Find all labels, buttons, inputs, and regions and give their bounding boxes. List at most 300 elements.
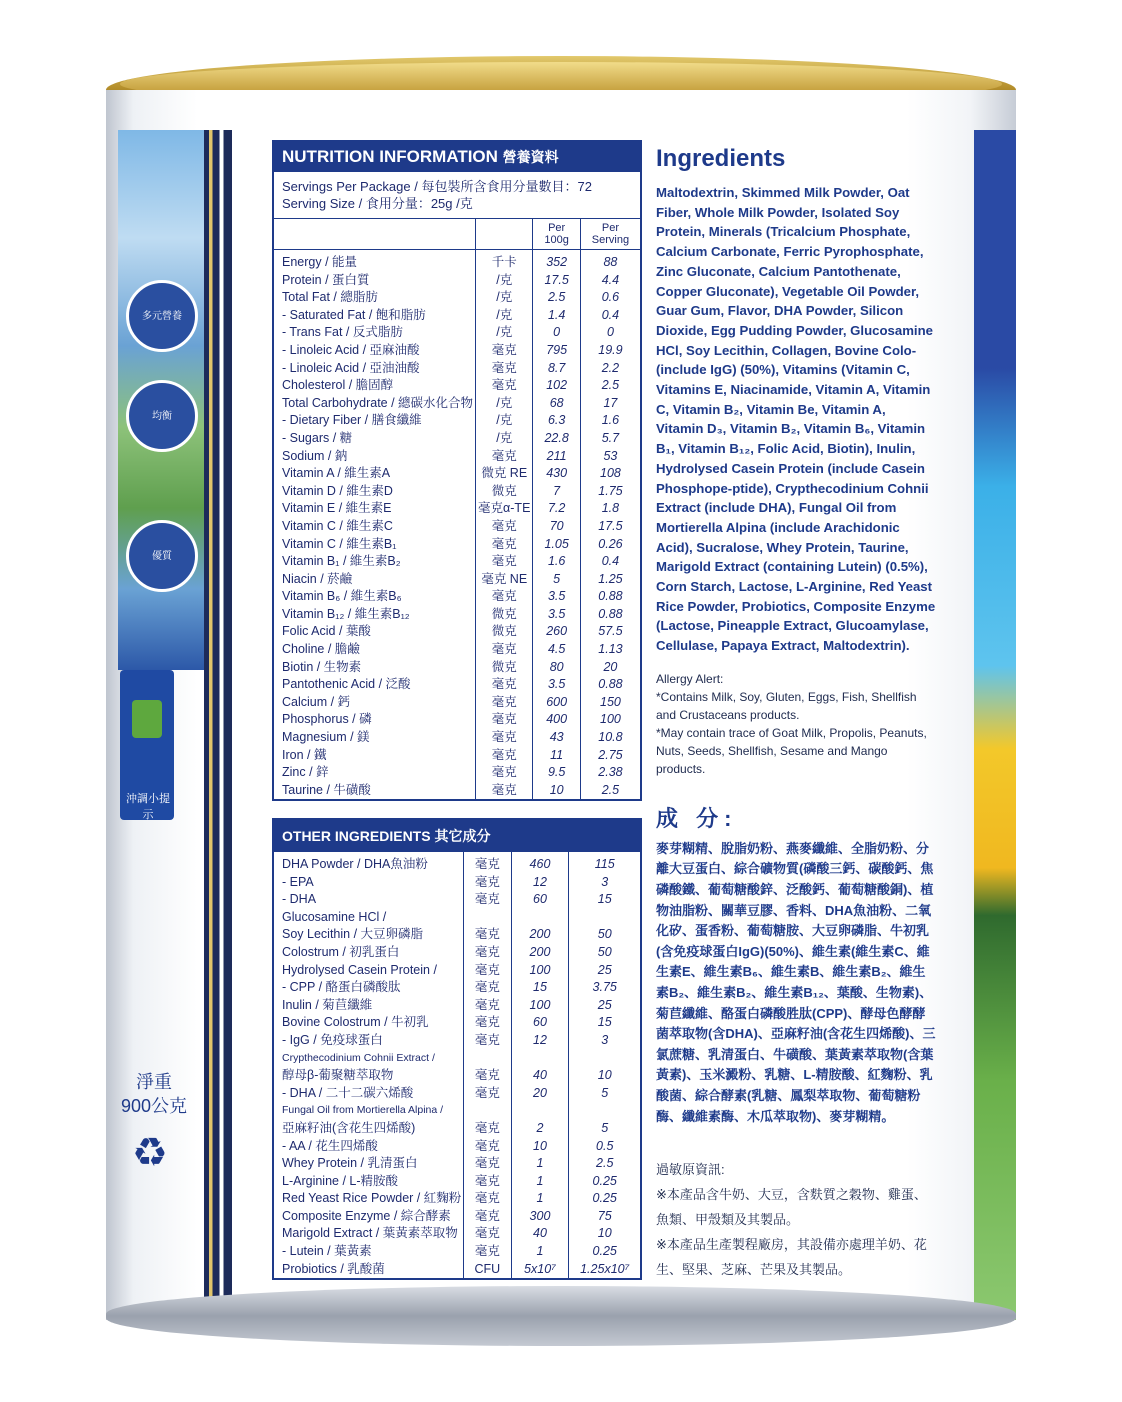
table-row	[274, 747, 640, 765]
row-label: Cholesterol / 膽固醇	[282, 378, 394, 393]
row-unit	[464, 1102, 511, 1120]
table-row	[274, 852, 640, 874]
row-label: Glucosamine HCl /	[282, 909, 387, 924]
row-label: Vitamin B₁ / 維生素B₂	[282, 554, 401, 569]
row-per-serving	[569, 1102, 640, 1120]
table-row	[274, 909, 640, 927]
row-label: Pantothenic Acid / 泛酸	[282, 677, 411, 692]
table-row	[274, 1243, 640, 1261]
row-per-100g: 15	[511, 979, 569, 997]
serving-size: Serving Size / 食用分量：25g /克	[282, 196, 473, 211]
row-label: Vitamin E / 維生素E	[282, 501, 392, 516]
row-per-100g: 20	[511, 1085, 569, 1103]
table-row	[274, 782, 640, 800]
nutrition-title-zh: 營養資料	[502, 149, 559, 165]
row-per-100g: 40	[511, 1067, 569, 1085]
row-per-100g: 1.4	[533, 307, 580, 325]
table-row	[274, 1067, 640, 1085]
row-per-100g: 100	[511, 962, 569, 980]
table-row	[274, 1050, 640, 1068]
table-row	[274, 465, 640, 483]
table-row	[274, 764, 640, 782]
table-row	[274, 874, 640, 892]
row-per-serving: 2.5	[580, 782, 640, 800]
row-unit: 毫克	[476, 747, 533, 765]
row-unit: 毫克	[464, 891, 511, 909]
row-label: Protein / 蛋白質	[282, 272, 370, 287]
table-row	[274, 342, 640, 360]
row-per-serving: 0.6	[580, 289, 640, 307]
table-row	[274, 962, 640, 980]
table-row	[274, 307, 640, 325]
row-unit: 微克	[476, 483, 533, 501]
table-row	[274, 694, 640, 712]
table-row	[274, 553, 640, 571]
row-per-serving: 0.88	[580, 676, 640, 694]
row-label: Phosphorus / 磷	[282, 712, 372, 727]
ingredients-zh-title: 成 分:	[656, 805, 738, 831]
row-per-serving: 0.88	[580, 606, 640, 624]
table-row	[274, 1225, 640, 1243]
row-unit: 毫克	[464, 1120, 511, 1138]
row-unit: 毫克	[476, 782, 533, 800]
row-unit: 毫克	[464, 926, 511, 944]
row-label: Total Carbohydrate / 總碳水化合物	[282, 395, 474, 410]
row-per-100g: 0	[533, 324, 580, 342]
row-unit: 微克 RE	[476, 465, 533, 483]
row-unit: 毫克	[476, 694, 533, 712]
table-row	[274, 483, 640, 501]
row-per-100g: 1	[511, 1173, 569, 1191]
row-unit: 毫克	[476, 676, 533, 694]
row-per-100g: 11	[533, 747, 580, 765]
table-row	[274, 1190, 640, 1208]
row-label: Inulin / 菊苣纖維	[282, 997, 373, 1012]
row-per-serving: 1.75	[580, 483, 640, 501]
allergy-zh-title: 過敏原資訊:	[656, 1162, 725, 1178]
table-row	[274, 324, 640, 342]
row-per-100g: 1	[511, 1155, 569, 1173]
row-label: Sodium / 鈉	[282, 448, 348, 463]
row-label: Vitamin D / 維生素D	[282, 483, 393, 498]
row-unit: 毫克	[476, 764, 533, 782]
row-unit: 微克	[476, 659, 533, 677]
allergy-zh-line-1: ※本產品含牛奶、大豆，含麩質之穀物、雞蛋、魚類、甲殼類及其製品。	[656, 1187, 927, 1228]
row-unit: 微克	[476, 623, 533, 641]
row-per-100g: 3.5	[533, 606, 580, 624]
row-label: Energy / 能量	[282, 255, 358, 269]
row-per-100g: 60	[511, 1014, 569, 1032]
row-per-100g: 70	[533, 518, 580, 536]
row-label: - AA / 花生四烯酸	[282, 1138, 378, 1153]
row-unit: 毫克	[464, 962, 511, 980]
row-per-100g: 100	[511, 997, 569, 1015]
row-unit: 毫克	[476, 553, 533, 571]
other-header	[274, 820, 640, 852]
row-label: 醇母β-葡聚糖萃取物	[282, 1068, 394, 1083]
net-weight-value: 900公克	[120, 1096, 188, 1116]
row-label: Fungal Oil from Mortierella Alpina /	[282, 1104, 444, 1117]
row-per-serving: 0.4	[580, 553, 640, 571]
row-label: Total Fat / 總脂肪	[282, 290, 378, 305]
row-unit: 毫克	[464, 1190, 511, 1208]
row-unit: 毫克	[476, 711, 533, 729]
row-per-100g	[511, 1102, 569, 1120]
row-label: Iron / 鐵	[282, 747, 327, 762]
other-grid	[274, 852, 640, 1278]
bottom-rim	[106, 1286, 1016, 1346]
row-label: Whey Protein / 乳清蛋白	[282, 1156, 418, 1171]
balance-icon	[126, 380, 198, 452]
col-per-100g: Per 100g	[533, 219, 580, 250]
row-per-serving: 2.5	[569, 1155, 640, 1173]
row-unit: 毫克	[476, 360, 533, 378]
table-row	[274, 448, 640, 466]
nutrition-title: NUTRITION INFORMATION	[282, 147, 498, 166]
col-per-serving: Per Serving	[580, 219, 640, 250]
allergy-line-1: *Contains Milk, Soy, Gluten, Eggs, Fish, Shellfish and Crustaceans products.	[656, 689, 917, 722]
row-per-serving: 25	[569, 962, 640, 980]
row-unit: 微克	[476, 606, 533, 624]
preparation-tip	[120, 670, 174, 820]
row-per-100g: 352	[533, 250, 580, 272]
row-per-100g: 7.2	[533, 500, 580, 518]
row-label: Soy Lecithin / 大豆卵磷脂	[282, 927, 424, 942]
row-label: Hydrolysed Casein Protein /	[282, 962, 437, 977]
row-unit: /克	[476, 430, 533, 448]
row-per-100g	[511, 909, 569, 927]
badge-label-1: 多元營養	[142, 311, 182, 322]
row-label: Vitamin A / 維生素A	[282, 466, 391, 481]
other-ingredients-table	[272, 818, 642, 1280]
row-per-serving: 5.7	[580, 430, 640, 448]
row-per-serving: 2.38	[580, 764, 640, 782]
nutrition-table	[272, 140, 642, 801]
row-label: Calcium / 鈣	[282, 694, 351, 709]
row-unit: /克	[476, 289, 533, 307]
row-per-100g: 10	[533, 782, 580, 800]
row-per-serving: 57.5	[580, 623, 640, 641]
row-per-100g: 300	[511, 1208, 569, 1226]
tip-label: 沖調小提示	[126, 793, 170, 821]
row-per-100g: 7	[533, 483, 580, 501]
row-per-serving: 0.4	[580, 307, 640, 325]
row-label: Crypthecodinium Cohnii Extract /	[282, 1051, 435, 1064]
table-row	[274, 412, 640, 430]
cow-icon	[126, 520, 198, 592]
row-per-serving: 19.9	[580, 342, 640, 360]
row-label: - Linoleic Acid / 亞麻油酸	[282, 342, 420, 357]
row-per-serving: 150	[580, 694, 640, 712]
row-per-serving	[569, 1050, 640, 1068]
row-label: Niacin / 菸鹼	[282, 571, 353, 586]
row-unit: 毫克	[464, 874, 511, 892]
table-row	[274, 944, 640, 962]
table-row	[274, 1261, 640, 1279]
row-per-serving: 75	[569, 1208, 640, 1226]
right-side-artwork	[974, 130, 1016, 1320]
allergy-zh	[656, 1157, 936, 1282]
row-unit: CFU	[464, 1261, 511, 1279]
row-per-serving: 1.8	[580, 500, 640, 518]
table-row	[274, 1138, 640, 1156]
allergy-line-2: *May contain trace of Goat Milk, Propolis, Peanuts, Nuts, Seeds, Shellfish, Sesame and Mango products.	[656, 725, 927, 776]
table-row	[274, 500, 640, 518]
row-unit: 毫克	[464, 944, 511, 962]
row-label: Composite Enzyme / 綜合酵素	[282, 1208, 451, 1223]
row-per-100g: 200	[511, 944, 569, 962]
table-row	[274, 659, 640, 677]
row-unit: 毫克α-TE	[476, 500, 533, 518]
row-label: - Linoleic Acid / 亞油油酸	[282, 360, 420, 375]
nutrition-grid	[274, 219, 640, 799]
servings-per-package: Servings Per Package / 每包裝所含食用分量數目：72	[282, 179, 592, 194]
row-unit: 毫克	[464, 1173, 511, 1191]
row-per-serving: 2.5	[580, 377, 640, 395]
row-per-serving: 2.75	[580, 747, 640, 765]
row-unit: 毫克	[476, 641, 533, 659]
allergy-alert	[656, 670, 936, 778]
row-label: - Lutein / 葉黃素	[282, 1244, 372, 1259]
allergy-zh-line-2: ※本產品生產製程廠房，其設備亦處理羊奶、花生、堅果、芝麻、芒果及其製品。	[656, 1237, 927, 1278]
row-label: Vitamin C / 維生素C	[282, 518, 393, 533]
table-row	[274, 641, 640, 659]
row-per-serving: 0.25	[569, 1243, 640, 1261]
table-row	[274, 1155, 640, 1173]
row-per-100g: 22.8	[533, 430, 580, 448]
badge-label-2: 均衡	[152, 411, 172, 422]
row-label: Marigold Extract / 葉黃素萃取物	[282, 1226, 458, 1241]
net-weight-label: 淨重	[136, 1072, 172, 1092]
serving-info	[274, 172, 640, 219]
row-label: - CPP / 酪蛋白磷酸肽	[282, 980, 401, 995]
table-row	[274, 360, 640, 378]
row-per-serving: 0.25	[569, 1173, 640, 1191]
row-per-100g	[511, 1050, 569, 1068]
row-per-serving: 115	[569, 852, 640, 874]
row-unit: /克	[476, 395, 533, 413]
other-title: OTHER INGREDIENTS	[282, 828, 431, 844]
row-label: Magnesium / 鎂	[282, 730, 370, 745]
row-per-serving: 100	[580, 711, 640, 729]
row-per-serving: 0.26	[580, 536, 640, 554]
row-unit: 毫克 NE	[476, 571, 533, 589]
row-unit: 毫克	[464, 997, 511, 1015]
row-unit: 毫克	[464, 1085, 511, 1103]
allergy-title: Allergy Alert:	[656, 671, 724, 686]
row-unit: /克	[476, 307, 533, 325]
row-label: Vitamin B₁₂ / 維生素B₁₂	[282, 606, 410, 621]
row-per-serving: 3	[569, 874, 640, 892]
row-per-100g: 2	[511, 1120, 569, 1138]
row-per-serving: 1.13	[580, 641, 640, 659]
row-per-100g: 2.5	[533, 289, 580, 307]
table-row	[274, 676, 640, 694]
row-per-serving	[569, 909, 640, 927]
row-unit: 毫克	[464, 1067, 511, 1085]
table-row	[274, 623, 640, 641]
row-label: Zinc / 鋅	[282, 765, 329, 780]
ingredients-zh-text: 麥芽糊精、脫脂奶粉、燕麥纖維、全脂奶粉、分離大豆蛋白、綜合礦物質(磷酸三鈣、碳酸鈣、焦磷酸鐵、葡萄糖酸鋅、泛酸鈣、葡萄糖酸銅)、植物油脂粉、關華豆膠、香料、DHA魚油粉、二氧化矽、蛋香粉、葡萄糖胺、大豆卵磷脂、牛初乳(含免疫球蛋白IgG)(50%)、維生素(維生素C、維生素E、維生素B₆、維生素B、維生素B₂、維生素B₂、維生素B₂、維生素B₁₂、葉酸、生物素)、菊苣纖維、酪蛋白磷酸胜肽(CPP)、酵母色酵酵菌萃取物(含DHA)、亞麻籽油(含花生四烯酸)、三氯蔗糖、乳清蛋白、牛磺酸、葉黃素萃取物(含葉黃素)、玉米澱粉、乳糖、L-精胺酸、紅麴粉、乳酸菌、綜合酵素(乳糖、鳳梨萃取物、葡萄糖粉酶、纖維素酶、木瓜萃取物)、麥芽糊精。	[656, 840, 936, 1124]
row-label: - Sugars / 糖	[282, 430, 353, 445]
badge-label-3: 優質	[152, 551, 172, 562]
row-per-100g: 4.5	[533, 641, 580, 659]
row-label: Red Yeast Rice Powder / 紅麴粉	[282, 1191, 462, 1206]
row-label: Taurine / 牛磺酸	[282, 782, 371, 797]
table-row	[274, 518, 640, 536]
row-per-serving: 3	[569, 1032, 640, 1050]
family-icon	[126, 280, 198, 352]
ingredients-text: Maltodextrin, Skimmed Milk Powder, Oat Fiber, Whole Milk Powder, Isolated Soy Protein, Minerals (Tricalcium Phosphate, Calcium Carbonate, Ferric Pyrophosphate, Zinc Gluconate, Calcium Pantothenate, Copper Gluconate), Vegetable Oil Powder, Guar Gum, Flavor, DHA Powder, Silicon Dioxide, Egg Pudding Powder, Glucosamine HCl, Soy Lecithin, Collagen, Bovine Colo-(include IgG) (50%), Vitamins (Vitamin C, Vitamins E, Niacinamide, Vitamin A, Vitamin C, Vitamin B₂, Vitamin Be, Vitamin A, Vitamin D₃, Vitamin B₂, Vitamin B₆, Vitamin B₁, Vitamin B₁₂, Folic Acid, Biotin), Inulin, Hydrolysed Casein Protein (include Casein Phosphope-ptide), Crypthecodinium Cohnii Extract (include DHA), Fungal Oil from Mortierella Alpina (include Arachidonic Acid), Sucralose, Whey Protein, Taurine, Marigold Extract (containing Lutein) (0.5%), Corn Starch, Lactose, L-Arginine, Red Yeast Rice Powder, Probiotics, Composite Enzyme (Lactose, Pineapple Extract, Glucoamylase, Cellulase, Papaya Extract, Maltodextrin).	[656, 185, 936, 654]
table-row	[274, 997, 640, 1015]
row-label: - Saturated Fat / 飽和脂肪	[282, 307, 426, 322]
table-row	[274, 979, 640, 997]
row-unit: 毫克	[464, 1208, 511, 1226]
row-per-100g: 600	[533, 694, 580, 712]
row-per-100g: 211	[533, 448, 580, 466]
row-unit: 毫克	[464, 1032, 511, 1050]
table-row	[274, 377, 640, 395]
row-per-serving: 50	[569, 944, 640, 962]
decorative-stripe	[204, 130, 232, 1320]
row-unit: 毫克	[464, 1243, 511, 1261]
row-per-serving: 10	[569, 1225, 640, 1243]
table-row	[274, 536, 640, 554]
cup-icon	[132, 700, 162, 738]
row-per-100g: 460	[511, 852, 569, 874]
table-row	[274, 1014, 640, 1032]
row-per-100g: 8.7	[533, 360, 580, 378]
row-per-100g: 102	[533, 377, 580, 395]
row-unit: 毫克	[464, 1138, 511, 1156]
row-per-100g: 1.05	[533, 536, 580, 554]
row-per-serving: 10	[569, 1067, 640, 1085]
row-unit: 毫克	[476, 377, 533, 395]
row-per-serving: 0.88	[580, 588, 640, 606]
row-per-serving: 17	[580, 395, 640, 413]
recycle-icon: ♻	[132, 1131, 168, 1175]
table-row	[274, 1102, 640, 1120]
table-row	[274, 430, 640, 448]
row-unit: 毫克	[476, 342, 533, 360]
row-label: - DHA	[282, 892, 317, 907]
table-row	[274, 395, 640, 413]
table-row	[274, 571, 640, 589]
table-row	[274, 926, 640, 944]
row-per-serving: 15	[569, 1014, 640, 1032]
row-per-serving: 53	[580, 448, 640, 466]
row-per-serving: 88	[580, 250, 640, 272]
row-per-100g: 3.5	[533, 588, 580, 606]
row-per-100g: 200	[511, 926, 569, 944]
row-label: Colostrum / 初乳蛋白	[282, 944, 400, 959]
row-label: Vitamin C / 維生素B₁	[282, 536, 397, 551]
row-unit: 毫克	[464, 1155, 511, 1173]
net-weight	[114, 1070, 194, 1118]
row-label: L-Arginine / L-精胺酸	[282, 1173, 399, 1188]
row-label: - EPA	[282, 874, 314, 889]
row-label: Bovine Colostrum / 牛初乳	[282, 1015, 429, 1030]
row-per-100g: 5	[533, 571, 580, 589]
row-per-100g: 400	[533, 711, 580, 729]
row-per-100g: 68	[533, 395, 580, 413]
row-per-serving: 0.25	[569, 1190, 640, 1208]
table-row	[274, 891, 640, 909]
row-per-100g: 795	[533, 342, 580, 360]
row-unit: 毫克	[464, 979, 511, 997]
ingredients-panel	[656, 145, 936, 1282]
row-per-serving: 20	[580, 659, 640, 677]
row-label: Vitamin B₆ / 維生素B₆	[282, 589, 402, 604]
table-row	[274, 250, 640, 272]
row-per-100g: 12	[511, 874, 569, 892]
table-row	[274, 272, 640, 290]
row-label: - IgG / 免疫球蛋白	[282, 1032, 383, 1047]
row-per-100g: 430	[533, 465, 580, 483]
row-per-100g: 43	[533, 729, 580, 747]
table-row	[274, 606, 640, 624]
row-per-100g: 3.5	[533, 676, 580, 694]
row-unit: /克	[476, 412, 533, 430]
row-label: Folic Acid / 葉酸	[282, 624, 371, 639]
row-per-100g: 1.6	[533, 553, 580, 571]
row-label: Biotin / 生物素	[282, 659, 362, 674]
row-per-100g: 80	[533, 659, 580, 677]
row-label: 亞麻籽油(含花生四烯酸)	[282, 1120, 416, 1135]
row-per-100g: 1	[511, 1243, 569, 1261]
row-unit: 千卡	[476, 250, 533, 272]
row-per-serving: 0.5	[569, 1138, 640, 1156]
table-row	[274, 289, 640, 307]
row-unit: 毫克	[476, 588, 533, 606]
row-per-100g: 5x10⁷	[511, 1261, 569, 1279]
row-per-100g: 60	[511, 891, 569, 909]
row-per-100g: 10	[511, 1138, 569, 1156]
table-row	[274, 1208, 640, 1226]
table-row	[274, 1032, 640, 1050]
table-row	[274, 711, 640, 729]
row-per-serving: 108	[580, 465, 640, 483]
row-label: Choline / 膽鹼	[282, 642, 360, 657]
row-per-serving: 5	[569, 1120, 640, 1138]
ingredients-title: Ingredients	[656, 145, 786, 172]
row-unit: 毫克	[464, 852, 511, 874]
row-per-serving: 50	[569, 926, 640, 944]
table-row	[274, 588, 640, 606]
row-per-100g: 12	[511, 1032, 569, 1050]
row-unit: 毫克	[476, 518, 533, 536]
table-row	[274, 729, 640, 747]
row-per-serving: 10.8	[580, 729, 640, 747]
row-unit	[464, 909, 511, 927]
row-per-serving: 2.2	[580, 360, 640, 378]
row-unit: 毫克	[476, 536, 533, 554]
row-per-100g: 9.5	[533, 764, 580, 782]
row-label: - DHA / 二十二碳六烯酸	[282, 1085, 414, 1100]
row-label: DHA Powder / DHA魚油粉	[282, 857, 428, 871]
row-per-100g: 6.3	[533, 412, 580, 430]
row-per-serving: 4.4	[580, 272, 640, 290]
row-per-serving: 25	[569, 997, 640, 1015]
other-title-zh: 其它成分	[434, 828, 491, 844]
row-per-100g: 260	[533, 623, 580, 641]
table-row	[274, 1120, 640, 1138]
row-label: - Dietary Fiber / 膳食纖維	[282, 413, 422, 428]
row-unit: 毫克	[476, 448, 533, 466]
row-unit: /克	[476, 272, 533, 290]
row-per-serving: 5	[569, 1085, 640, 1103]
row-per-100g: 17.5	[533, 272, 580, 290]
